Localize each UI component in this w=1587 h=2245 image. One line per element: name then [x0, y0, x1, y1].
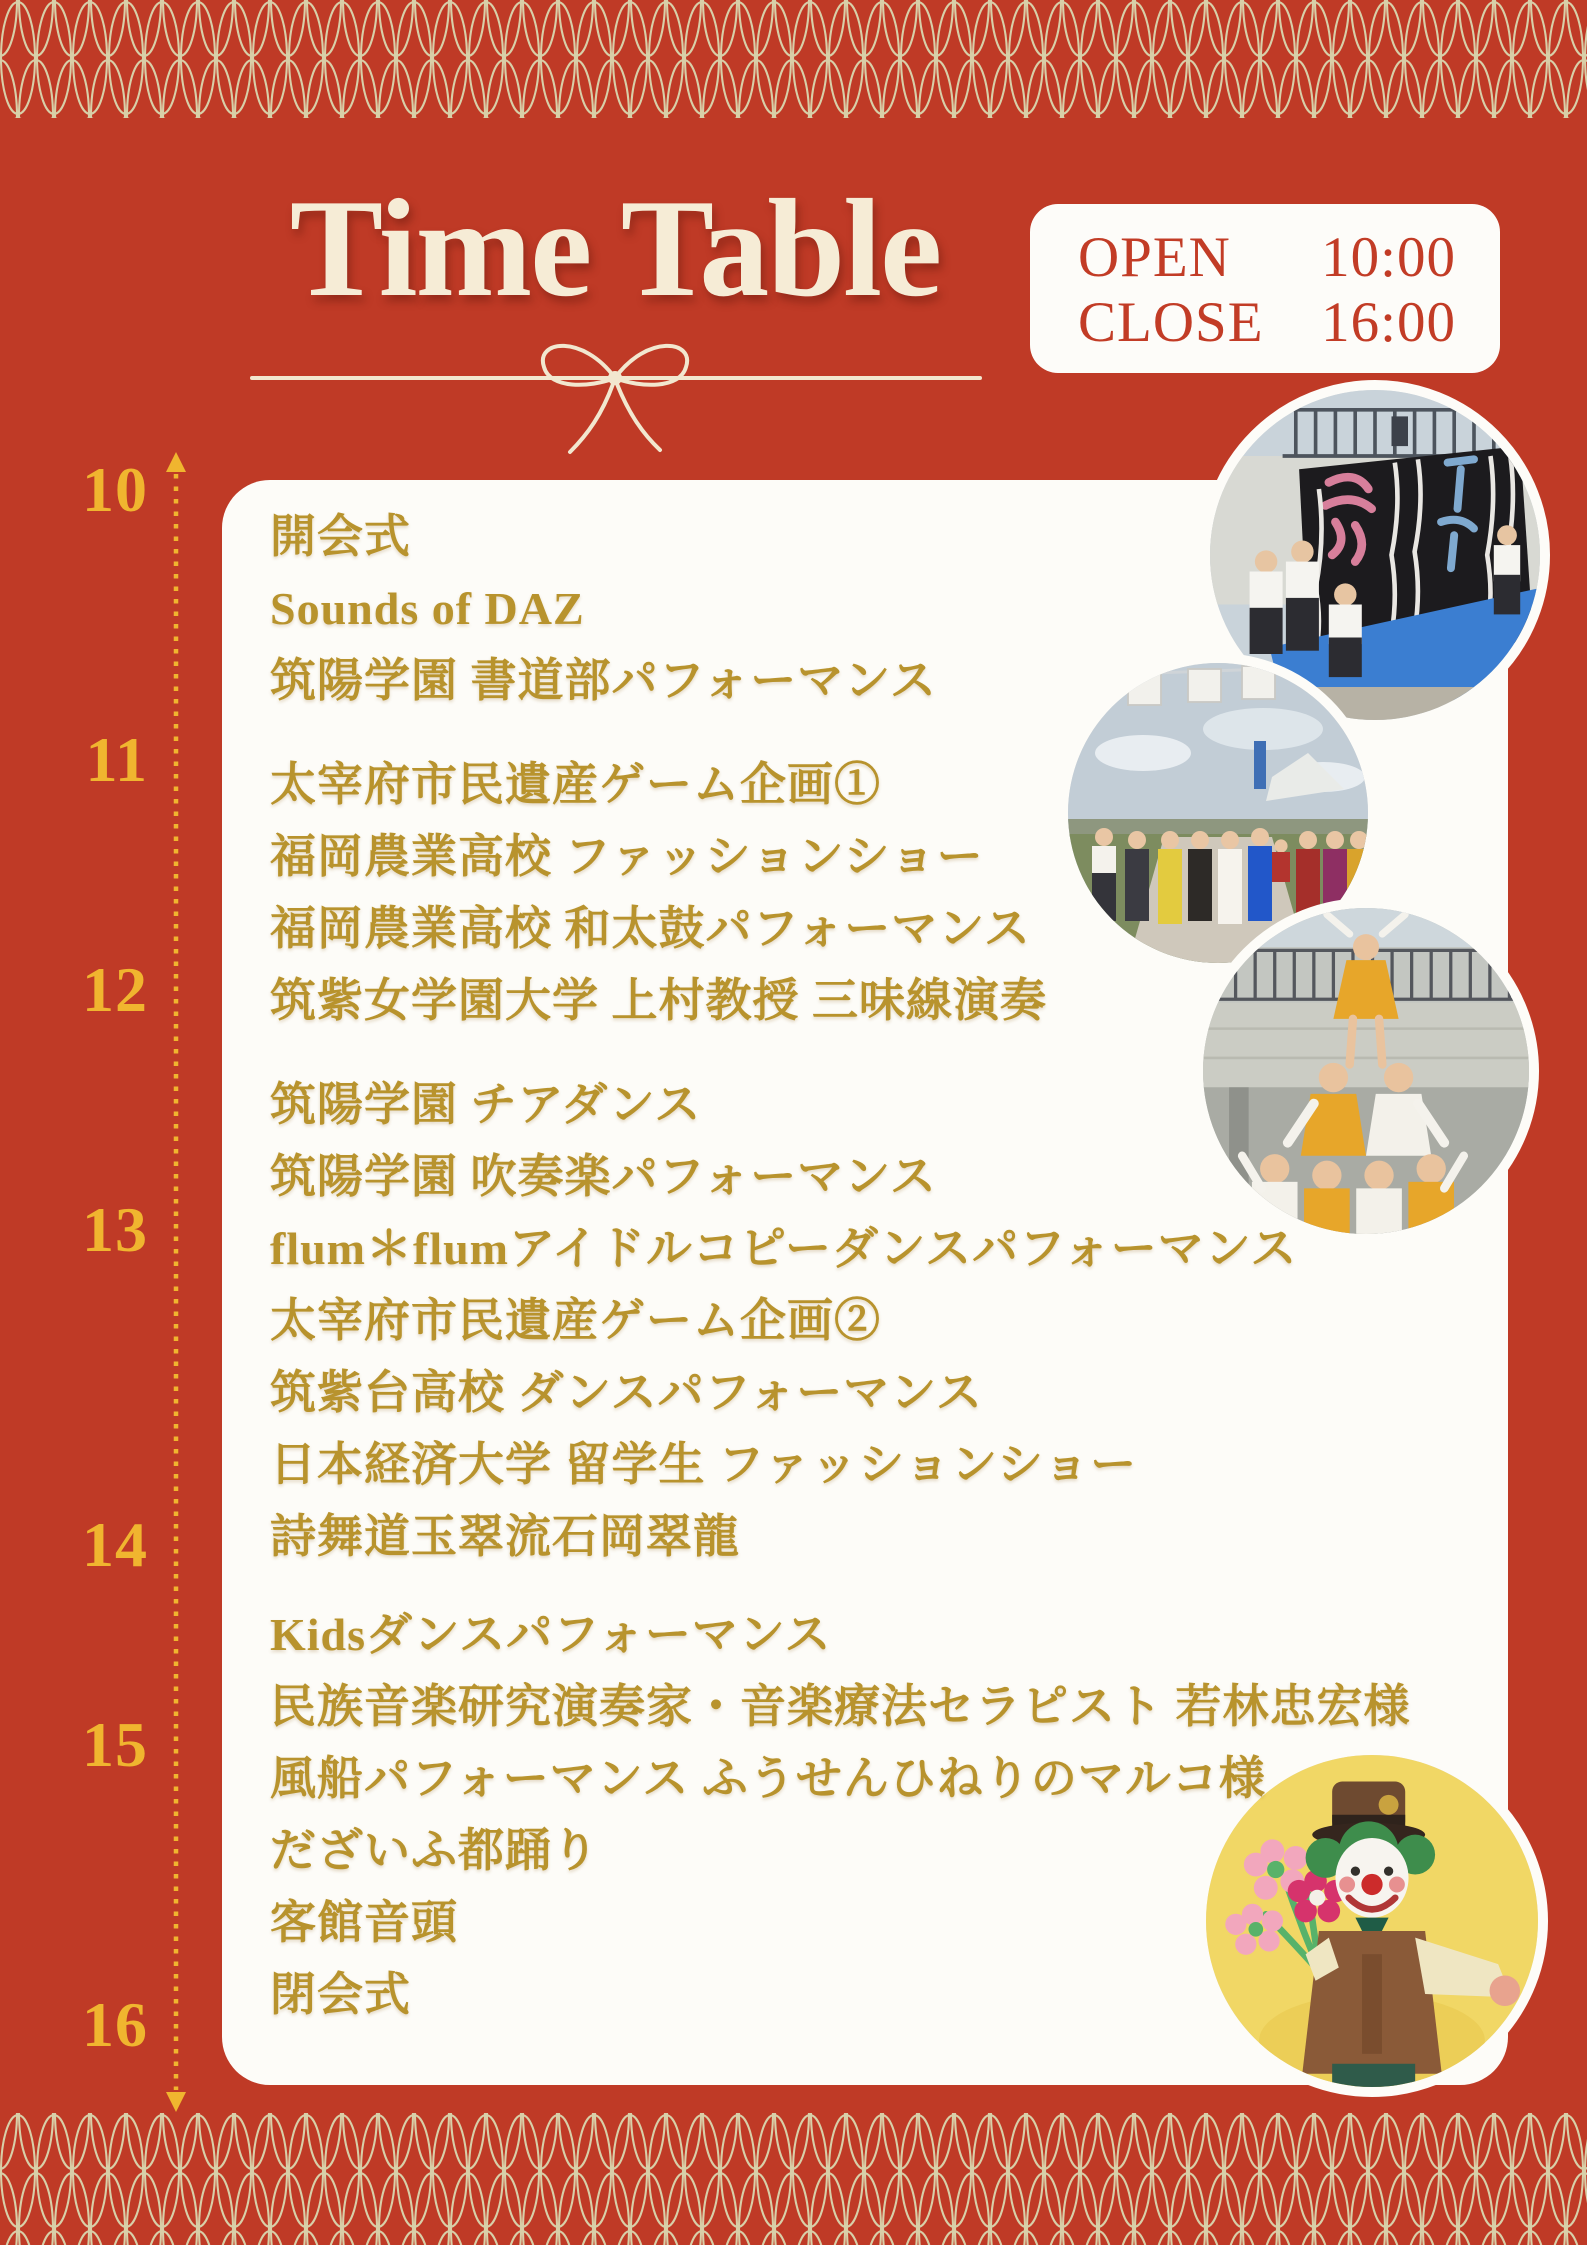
hour-mark-13: 13: [82, 1194, 148, 1265]
hour-mark-11: 11: [85, 724, 148, 795]
close-hours-row: [1078, 293, 1456, 353]
schedule-item: 筑陽学園 吹奏楽パフォーマンス: [270, 1151, 937, 1202]
page-title: Time Table: [289, 171, 941, 326]
schedule-item: 筑陽学園 書道部パフォーマンス: [270, 655, 937, 706]
open-time: 10:00: [1321, 226, 1456, 289]
schedule-item: 客館音頭: [270, 1897, 458, 1948]
timeline-arrow-rail: [160, 452, 192, 2112]
hour-mark-12: 12: [82, 954, 148, 1025]
top-pattern-border: [0, 0, 1587, 118]
schedule-item: 太宰府市民遺産ゲーム企画①: [270, 759, 881, 810]
schedule-item: 筑紫女学園大学 上村教授 三味線演奏: [270, 975, 1047, 1026]
schedule-item: 詩舞道玉翠流石岡翠龍: [270, 1511, 740, 1562]
close-label: CLOSE: [1078, 291, 1264, 354]
schedule-item: 開会式: [270, 511, 411, 562]
opening-hours-box: [1030, 204, 1500, 373]
open-hours-row: [1078, 228, 1456, 288]
schedule-item: 福岡農業高校 ファッションショー: [270, 831, 984, 882]
schedule-item: Sounds of DAZ: [270, 583, 585, 634]
schedule-item: 風船パフォーマンス ふうせんひねりのマルコ様: [270, 1753, 1266, 1804]
hour-mark-16: 16: [82, 1989, 148, 2060]
hour-mark-15: 15: [82, 1709, 148, 1780]
schedule-item: 民族音楽研究演奏家・音楽療法セラピスト 若林忠宏様: [270, 1681, 1411, 1732]
schedule-item: 福岡農業高校 和太鼓パフォーマンス: [270, 903, 1031, 954]
schedule-item: 筑紫台高校 ダンスパフォーマンス: [270, 1367, 983, 1418]
ribbon-bow-divider: [240, 322, 1000, 472]
schedule-item: 閉会式: [270, 1969, 411, 2020]
bottom-pattern-border: [0, 2113, 1587, 2245]
hour-mark-10: 10: [82, 454, 148, 525]
schedule-item: 太宰府市民遺産ゲーム企画②: [270, 1295, 881, 1346]
open-label: OPEN: [1078, 226, 1231, 289]
schedule-item: flum＊flumアイドルコピーダンスパフォーマンス: [270, 1223, 1298, 1274]
schedule-item: 日本経済大学 留学生 ファッションショー: [270, 1439, 1138, 1490]
schedule-item: Kidsダンスパフォーマンス: [270, 1609, 832, 1660]
close-time: 16:00: [1321, 291, 1456, 354]
schedule-item: 筑陽学園 チアダンス: [270, 1079, 702, 1130]
hour-mark-14: 14: [82, 1509, 148, 1580]
photo-cheer-stunt: [1193, 898, 1539, 1244]
cheer-stunt-photo-art: [1203, 908, 1529, 1234]
schedule-item: だざいふ都踊り: [270, 1825, 599, 1876]
